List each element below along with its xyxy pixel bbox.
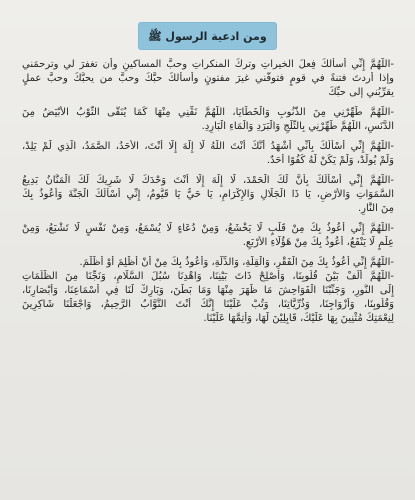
text-line: يقرِّبُني إلى حبِّكَ [328, 87, 394, 98]
text-line: -اللَّهُمَّ إِنِّي أَسْأَلُكَ بِأَنِّي أَشْهَدُ أَنَّكَ أَنْتَ اللَّهُ لَا إِلَهَ إِلَّا أَنْتَ، الأَحَدُ، الصَّمَدُ، الَّذِي لَمْ يَلِدْ، [22, 141, 394, 152]
dua-paragraph [22, 58, 394, 100]
text-line: مِنَ النَّارِ. [357, 203, 394, 214]
duas-text [22, 58, 394, 326]
dua-paragraph [22, 270, 394, 326]
title-highlight [138, 22, 276, 50]
text-line: عِلْمٍ لَا يَنْفَعُ، أَعُوذُ بِكَ مِنْ هَؤُلَاءِ الأَرْبَعِ. [242, 237, 394, 248]
text-line: -اللَّهُمَّ طَهِّرْنِي مِنَ الذُّنُوبِ وَالْخَطَايَا، اللَّهُمَّ نَقِّنِي مِنْهَا كَمَا يُنَقَّى الثَّوْبُ الأَبْيَضُ مِنَ [22, 107, 394, 118]
text-line: -اللَّهُمَّ إِنِّي أَعُوذُ بِكَ مِنَ الْفَقْرِ، وَالْقِلَّةِ، وَالذِّلَّةِ، وَأَعُوذُ بِكَ مِنْ أَنْ أَظْلِمَ أَوْ أُظْلَمَ. [79, 257, 394, 268]
text-line: -اللَّهُمَّ إِنِّي أَسْأَلُكَ بِأَنَّ لَكَ الْحَمْدَ، لَا إِلَهَ إِلَّا أَنْتَ وَحْدَكَ لَا شَرِيكَ لَكَ الْمَنَّانُ بَدِيعُ [22, 175, 394, 186]
text-line: وَقُلُوبِنَا، وَأَزْوَاجِنَا، وَذُرِّيَّاتِنَا، وَتُبْ عَلَيْنَا إِنَّكَ أَنْتَ التَّوَّابُ الرَّحِيمُ، وَاجْعَلْنَا شَاكِرِينَ [22, 299, 394, 310]
text-line: -اللَّهُمَّ إِنِّي أَسأَلكَ فِعلَ الخيراتِ وتركَ المنكراتِ وحبَّ المساكينِ وأن تغفرَ لي وترحمَني [22, 59, 394, 70]
text-line: لِنِعْمَتِكَ مُثْنِينَ بِهَا عَلَيْكَ، قَابِلِيْنَ لَهَا، وَأَتِمَّهَا عَلَيْنَا. [203, 313, 394, 324]
dua-paragraph [22, 174, 394, 216]
dua-paragraph [22, 106, 394, 134]
text-line: وَلَمْ يُولَدْ، وَلَمْ يَكُنْ لَهُ كُفُوًا أَحَدٌ. [266, 155, 394, 166]
dua-paragraph [22, 222, 394, 250]
dua-paragraph [22, 256, 394, 270]
text-line: إِلَى النُّورِ، وَجَنِّبْنَا الْفَوَاحِشَ مَا ظَهَرَ مِنْهَا وَمَا بَطَنَ، وَبَارِكْ لَنَا فِي أَسْمَاعِنَا، وَأَبْصَارِنَا، [22, 285, 394, 296]
text-line: -اللَّهُمَّ أَلِّفْ بَيْنَ قُلُوبِنَا، وَأَصْلِحْ ذَاتَ بَيْنِنَا، وَاهْدِنَا سُبُلَ السَّلَامِ، وَنَجِّنَا مِنَ الظُّلُمَاتِ [22, 271, 394, 282]
page-title: ومن ادعية الرسول ﷺ [148, 30, 267, 43]
text-line: الدَّنَسِ، اللَّهُمَّ طَهِّرْنِي بِالثَّلْجِ وَالْبَرَدِ وَالْمَاءِ الْبَارِدِ. [201, 121, 394, 132]
dua-paragraph [22, 140, 394, 168]
text-line: -اللَّهُمَّ إِنِّي أَعُوذُ بِكَ مِنْ قَلْبٍ لَا يَخْشَعُ، وَمِنْ دُعَاءٍ لَا يُسْمَعُ، وَمِنْ نَفْسٍ لَا تَشْبَعُ، وَمِنْ [22, 223, 394, 234]
text-line: وإذا أردتَ فتنةً في قومٍ فتوفَّني غيرَ مفتونٍ وأسألكَ حبَّكَ وحبَّ من يحبُّكَ وحبَّ عملٍ [22, 73, 394, 84]
title-wrap [0, 22, 415, 50]
text-line: السَّمَوَاتِ وَالأَرْضِ، يَا ذَا الْجَلَالِ وَالإِكْرَامِ، يَا حَيُّ يَا قَيُّومُ، إِنِّي أَسْأَلُكَ الْجَنَّةَ وَأَعُوذُ بِكَ [22, 189, 394, 200]
